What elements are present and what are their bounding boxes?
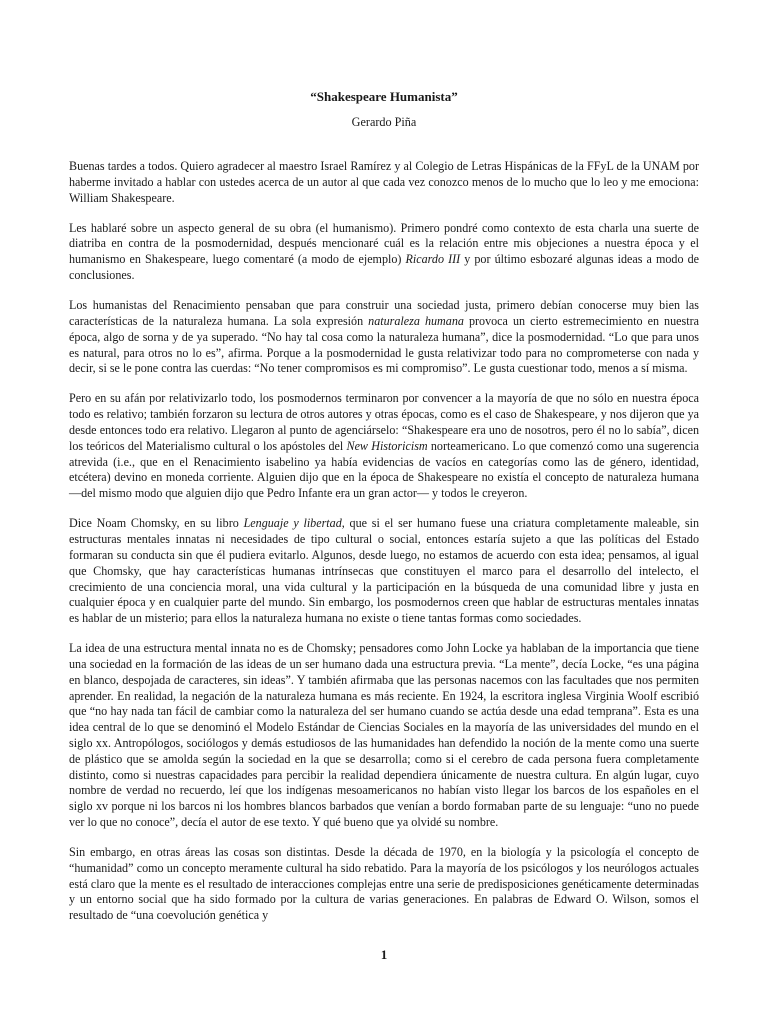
author-name: Gerardo Piña	[351, 115, 417, 129]
body-paragraph	[69, 641, 699, 831]
page-number: 1	[380, 947, 388, 962]
paragraph-text: provoca un cierto estremecimiento en nuestra época, algo de sorna y de ya superado. “No hay tal cosa como la naturaleza humana”, dice la posmodernidad. “Lo que para unos es natural, para otros no lo es”, afirma. Porque a la posmodernidad le gusta relativizar todo para no comprometerse con nada y decir, si se le pone contra las cuerdas: “No tener compromisos es mi compromiso”. Le gusta cuestionar todo, menos a sí misma.	[69, 313, 699, 376]
paragraph-text: Pero en su afán por relativizarlo todo, los posmodernos terminaron por convencer a la mayoría de que no sólo en nuestra época todo es relativo; también forzaron su lectura de otros autores y otras épocas, como es el caso de Shakespeare, y nos dijeron que ya desde entonces todo era relativo. Llegaron al punto de agenciárselo: “Shakespeare era uno de nosotros, pero él no lo sabía”, dicen los teóricos del Materialismo cultural o los apóstoles del	[69, 391, 699, 453]
italic-title-text: Lenguaje y libertad	[243, 516, 342, 531]
paragraph-text: norteamericano. Lo que comenzó como una sugerencia atrevida (i.e., que en el Renacimiento isabelino ya había evidencias de vacíos en categorías como las de género, identidad, etcétera) devino en moneda corriente. Alguien dijo que en la época de Shakespeare no existía el concepto de naturaleza humana —del mismo modo que alguien dijo que Pedro Infante era un gran actor— y todos le creyeron.	[69, 438, 700, 501]
body-paragraph	[69, 159, 699, 206]
italic-title-text: New Historicism	[346, 438, 428, 453]
document-title: “Shakespeare Humanista”	[310, 89, 458, 104]
paragraph-text: Buenas tardes a todos. Quiero agradecer al maestro Israel Ramírez y al Colegio de Letras Hispánicas de la FFyL de la UNAM por haberme invitado a hablar con ustedes acerca de un autor al que cada vez conozco menos de lo mucho que lo leo y me emociona: William Shakespeare.	[69, 159, 699, 205]
italic-title-text: Ricardo III	[405, 252, 461, 267]
paragraph-text: La idea de una estructura mental innata no es de Chomsky; pensadores como John Locke ya hablaban de la importancia que tiene una sociedad en la formación de las ideas de un ser humano dada una estructura previa. “La mente”, decía Locke, “es una página en blanco, despojada de caracteres, sin ideas”. Y también afirmaba que las personas nacemos con las facultades que nos permiten aprender. En realidad, la negación de la naturaleza humana es más reciente. En 1924, la escritora inglesa Virginia Woolf escribió que “no hay nada tan fácil de cambiar como la naturaleza del ser humano cuando se actúa desde una edad temprana”. Esta es una idea central de lo que se denominó el Modelo Estándar de Ciencias Sociales en la mayoría de las universidades del mundo en el siglo xx. Antropólogos, sociólogos y demás estudiosos de las humanidades han defendido la noción de la mente como una suerte de plástico que se amolda según la sociedad en la que se desarrolla; como si el cerebro de cada persona fuera completamente distinto, como si nuestras capacidades para percibir la realidad dependiera únicamente de nuestra cultura. En algún lugar, cuyo nombre de verdad no recuerdo, leí que los indígenas mesoamericanos no habían visto llegar los barcos de los españoles en el siglo xv porque ni los barcos ni los hombres blancos barbados que venían a bordo formaban parte de su lenguaje: “uno no puede ver lo que no conoce”, decía el autor de ese texto. Y qué bueno que ya olvidé su nombre.	[69, 641, 699, 829]
document-body	[69, 159, 699, 938]
italic-title-text: naturaleza humana	[368, 313, 464, 328]
body-paragraph	[69, 221, 699, 284]
document-page	[69, 0, 699, 1024]
body-paragraph	[69, 391, 699, 502]
paragraph-text: Les hablaré sobre un aspecto general de su obra (el humanismo). Primero pondré como contexto de esta charla una suerte de diatriba en contra de la posmodernidad, después mencionaré cuál es la relación entre mis objeciones a nuestra época y el humanismo en Shakespeare, luego comentaré (a modo de ejemplo)	[69, 220, 699, 267]
body-paragraph	[69, 845, 699, 924]
paragraph-text: y por último esbozaré algunas ideas a modo de conclusiones.	[69, 252, 699, 283]
paragraph-text: Los humanistas del Renacimiento pensaban que para construir una sociedad justa, primero debían conocerse muy bien las características de la naturaleza humana. La sola expresión	[69, 298, 699, 328]
paragraph-text: Dice Noam Chomsky, en su libro	[69, 516, 244, 531]
paragraph-text: , que si el ser humano fuese una criatura completamente maleable, sin estructuras mentales innatas ni necesidades de tipo cultural o social, entonces estaría sujeto a que las políticas del Estado formaran su conducta sin que él pudiera evitarlo. Algunos, desde luego, no estamos de acuerdo con esta idea; pensamos, al igual que Chomsky, que hay características humanas intrínsecas que constituyen el marco para el desarrollo del intelecto, el crecimiento de una conciencia moral, una vida cultural y la participación en la búsqueda de una comunidad libre y justa en cualquier época y en cualquier parte del mundo. Sin embargo, los posmodernos creen que hablar de estructuras mentales innatas es hablar de un misterio; para ellos la naturaleza humana no existe o tiene tantas formas como sociedades.	[69, 516, 700, 626]
paragraph-text: Sin embargo, en otras áreas las cosas son distintas. Desde la década de 1970, en la biología y la psicología el concepto de “humanidad” como un concepto meramente cultural ha sido rebatido. Para la mayoría de los psicólogos y los neurólogos actuales está claro que la mente es el resultado de interacciones complejas entre una serie de predisposiciones genéticamente determinadas y un entorno social que ha sido formado por la cultura de varias generaciones. En palabras de Edward O. Wilson, somos el resultado de “una coevolución genética y	[69, 845, 699, 923]
body-paragraph	[69, 516, 699, 627]
body-paragraph	[69, 298, 699, 377]
